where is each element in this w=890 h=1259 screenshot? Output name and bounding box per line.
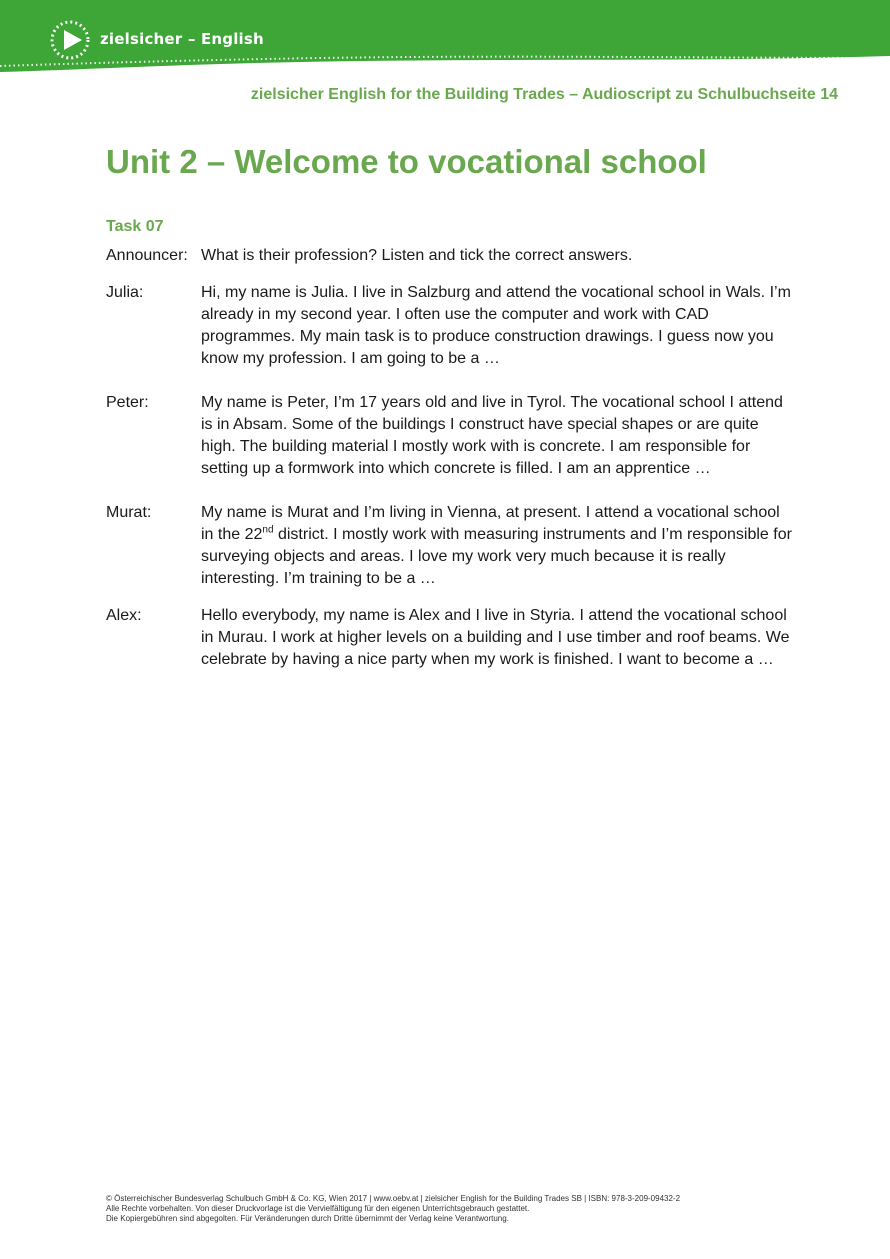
speaker-line (201, 502, 796, 590)
line-part: district. I mostly work with measuring instruments and I’m responsible for surveying objects and areas. I love my work very much because it is really interesting. I’m training to be a … (201, 526, 792, 587)
script-row-announcer (106, 245, 796, 267)
script-row-alex (106, 605, 796, 671)
speaker-name: Peter: (106, 394, 149, 411)
unit-title: Unit 2 – Welcome to vocational school (106, 143, 707, 180)
speaker-name: Murat: (106, 504, 152, 521)
script-row-peter (106, 392, 796, 480)
speaker-name: Alex: (106, 607, 142, 624)
script-row-murat (106, 502, 796, 590)
speaker-line: Hi, my name is Julia. I live in Salzburg and attend the vocational school in Wals. I’m already in my second year. I often use the computer and work with CAD programmes. My main task is to produce construction drawings. I guess now you know my profession. I am going to be a … (201, 284, 791, 367)
footer-line: Alle Rechte vorbehalten. Von dieser Druckvorlage ist die Vervielfältigung für den eigenen Unterrichtsgebrauch gestattet. (106, 1204, 530, 1213)
audioscript (106, 245, 796, 671)
footer-line: © Österreichischer Bundesverlag Schulbuch GmbH & Co. KG, Wien 2017 | www.oebv.at | zielsicher English for the Building Trades SB | ISBN: 978-3-209-09432-2 (106, 1194, 681, 1203)
speaker-line: What is their profession? Listen and tick the correct answers. (201, 247, 633, 264)
document-header: zielsicher English for the Building Trades – Audioscript zu Schulbuchseite 14 (250, 86, 838, 103)
brand-name: zielsicher – English (100, 30, 264, 48)
script-row-julia (106, 282, 796, 370)
speaker-name: Julia: (106, 284, 144, 301)
footer-line: Die Kopiergebühren sind abgegolten. Für Veränderungen durch Dritte übernimmt der Verlag keine Verantwortung. (106, 1214, 509, 1223)
speaker-name: Announcer: (106, 247, 188, 264)
line-part: My name is Murat and I’m living in Vienna, at present. I attend a vocational school in the 22 (201, 504, 780, 543)
copyright-footer (106, 1194, 680, 1224)
task-label: Task 07 (106, 218, 164, 235)
speaker-line: My name is Peter, I’m 17 years old and live in Tyrol. The vocational school I attend is in Absam. Some of the buildings I construct have special shapes or are quite high. The building material I mostly work with is concrete. I am responsible for setting up a formwork into which concrete is filled. I am an apprentice … (201, 394, 783, 477)
speaker-line: Hello everybody, my name is Alex and I live in Styria. I attend the vocational school in Murau. I work at higher levels on a building and I use timber and roof beams. We celebrate by having a nice party when my work is finished. I want to become a … (201, 607, 790, 668)
ordinal-suffix: nd (262, 524, 274, 536)
